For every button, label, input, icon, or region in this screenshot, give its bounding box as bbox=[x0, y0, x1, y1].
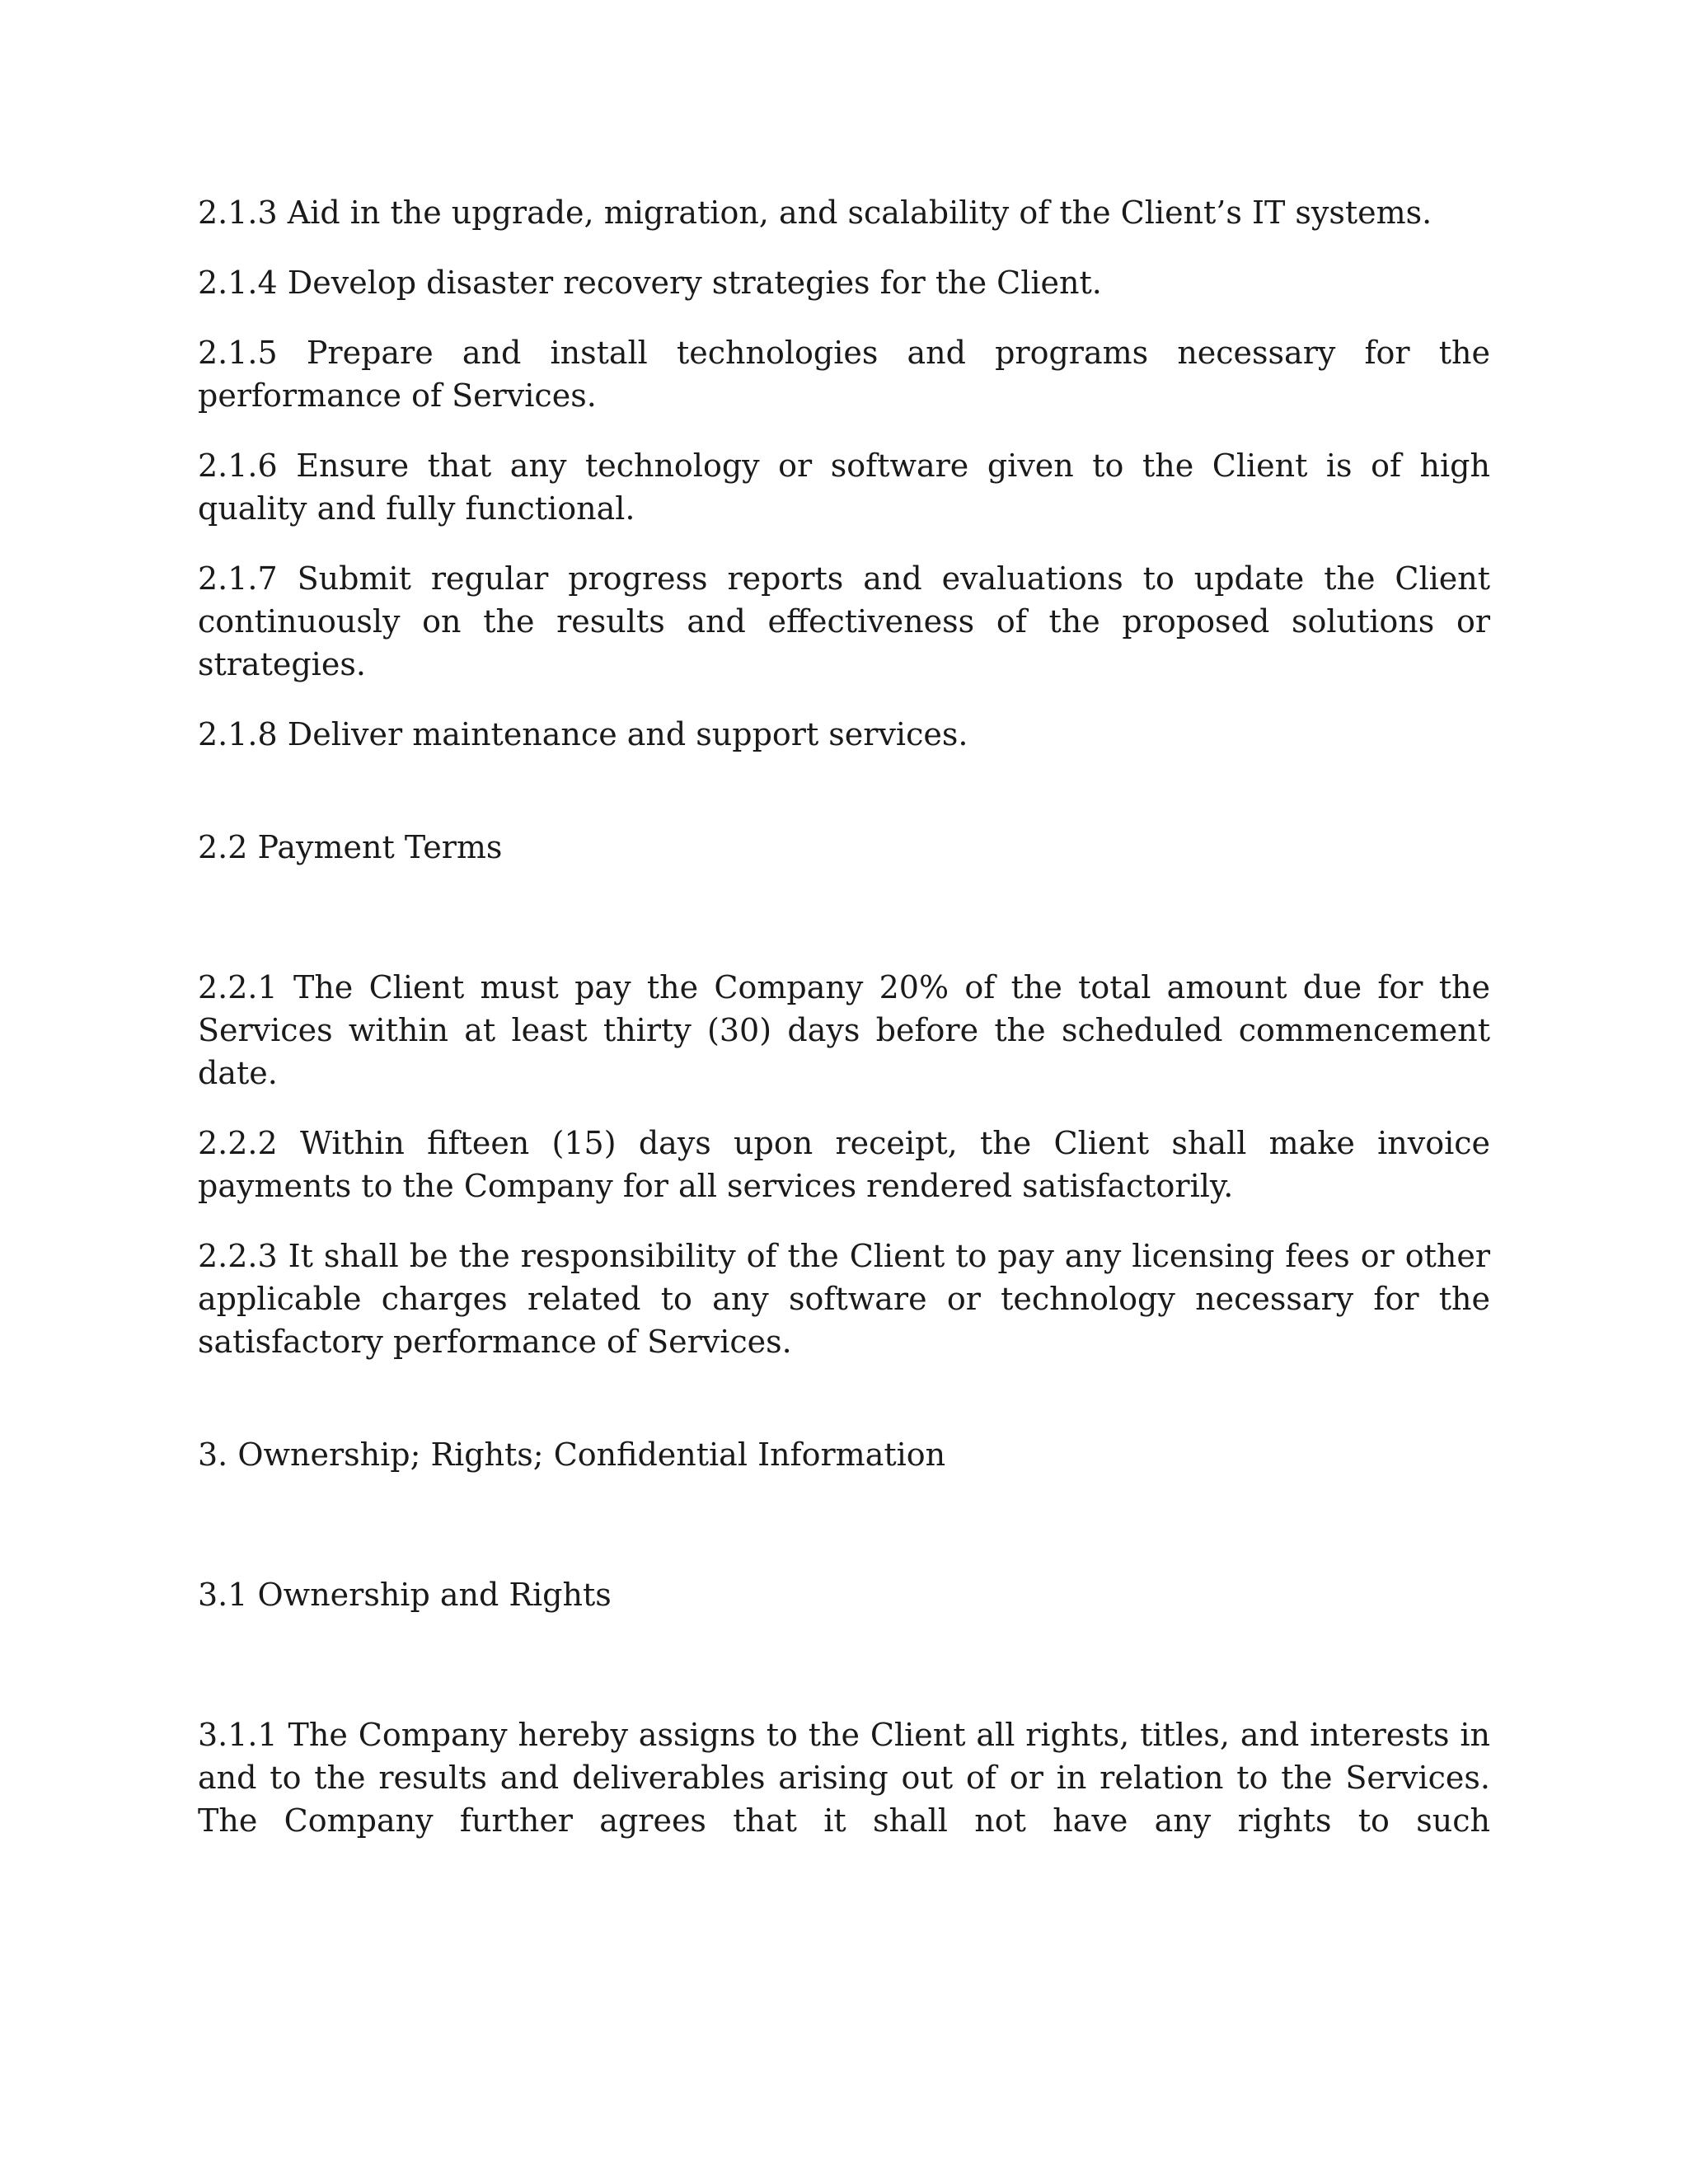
heading-payment-terms: 2.2 Payment Terms bbox=[198, 829, 503, 865]
clause-2-1-8: 2.1.8 Deliver maintenance and support services. bbox=[198, 716, 968, 752]
clause-2-1-5: 2.1.5 Prepare and install technologies and programs necessary for the performance of Services. bbox=[198, 335, 1490, 414]
clause-2-2-1: 2.2.1 The Client must pay the Company 20% of the total amount due for the Services within at least thirty (30) days before the scheduled commencement date. bbox=[198, 969, 1490, 1091]
clause-3-1-1: 3.1.1 The Company hereby assigns to the Client all rights, titles, and interests in and to the results and deliverables arising out of or in relation to the Services. The Company further agrees that it shall not have any rights to such bbox=[198, 1717, 1490, 1839]
clause-2-1-6: 2.1.6 Ensure that any technology or software given to the Client is of high quality and fully functional. bbox=[198, 448, 1490, 527]
document-body bbox=[198, 191, 1490, 1869]
clause-2-2-3: 2.2.3 It shall be the responsibility of the Client to pay any licensing fees or other applicable charges related to any software or technology necessary for the satisfactory performance of Services. bbox=[198, 1238, 1490, 1360]
clause-2-2-2: 2.2.2 Within fifteen (15) days upon receipt, the Client shall make invoice payments to the Company for all services rendered satisfactorily. bbox=[198, 1125, 1490, 1204]
clause-2-1-3: 2.1.3 Aid in the upgrade, migration, and scalability of the Client’s IT systems. bbox=[198, 194, 1432, 231]
clause-2-1-4: 2.1.4 Develop disaster recovery strategies for the Client. bbox=[198, 265, 1102, 301]
heading-ownership-and-rights: 3.1 Ownership and Rights bbox=[198, 1577, 612, 1613]
clause-2-1-7: 2.1.7 Submit regular progress reports and evaluations to update the Client continuously on the results and effectiveness of the proposed solutions or strategies. bbox=[198, 560, 1490, 682]
heading-section-3: 3. Ownership; Rights; Confidential Information bbox=[198, 1436, 946, 1473]
